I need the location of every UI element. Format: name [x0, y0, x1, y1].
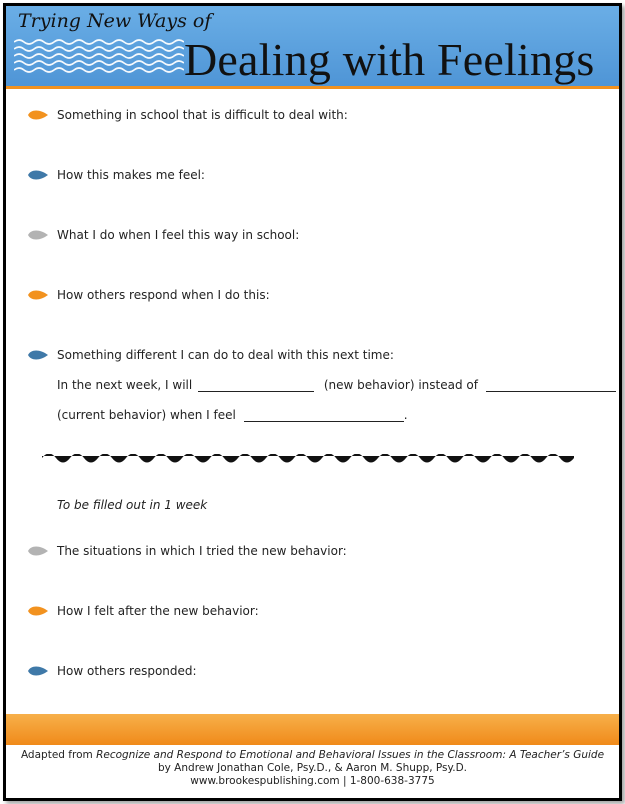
followup-label: The situations in which I tried the new behavior: [57, 544, 347, 558]
footer-authors: by Andrew Jonathan Cole, Psy.D., & Aaron M. Shupp, Psy.D. [157, 762, 468, 774]
teardrop-bullet-icon [28, 169, 48, 181]
plan-text: In the next week, I will [57, 378, 193, 392]
header-accent-line [6, 86, 619, 89]
teardrop-bullet-icon [28, 545, 48, 557]
plan-text: (current behavior) when I feel [57, 408, 236, 422]
footer-band [6, 714, 619, 745]
plan-line-1 [57, 378, 616, 392]
prompt-label: Something in school that is difficult to deal with: [57, 108, 348, 122]
header-band [6, 6, 619, 86]
footer-contact[interactable]: www.brookespublishing.com | 1-800-638-3775 [190, 775, 435, 787]
teardrop-bullet-icon [28, 109, 48, 121]
prompt-label: How others respond when I do this: [57, 288, 270, 302]
worksheet-page [3, 3, 622, 801]
instead-of-blank[interactable] [486, 380, 616, 392]
teardrop-bullet-icon [28, 349, 48, 361]
header-subtitle: Trying New Ways of [18, 10, 212, 32]
followup-label: How I felt after the new behavior: [57, 604, 259, 618]
teardrop-bullet-icon [28, 289, 48, 301]
teardrop-bullet-icon [28, 665, 48, 677]
teardrop-bullet-icon [28, 229, 48, 241]
teardrop-bullet-icon [28, 605, 48, 617]
plan-period: . [403, 408, 408, 422]
footer-prefix: Adapted from [20, 749, 97, 761]
when-i-feel-blank[interactable] [244, 410, 404, 422]
book-title: Recognize and Respond to Emotional and Behavioral Issues in the Classroom: A Teacher’s Guide [96, 749, 605, 761]
plan-line-2 [57, 408, 408, 422]
footer-line-1 [6, 749, 619, 762]
scalloped-divider [42, 454, 574, 468]
plan-text: (new behavior) instead of [323, 378, 478, 392]
prompt-label: How this makes me feel: [57, 168, 205, 182]
fill-later-note: To be filled out in 1 week [57, 498, 208, 512]
new-behavior-blank[interactable] [198, 380, 314, 392]
footer-credits [6, 749, 619, 788]
waves-decoration [14, 36, 184, 80]
prompt-label: What I do when I feel this way in school: [57, 228, 300, 242]
followup-label: How others responded: [57, 664, 197, 678]
prompt-label: Something different I can do to deal with this next time: [57, 348, 394, 362]
page-title: Dealing with Feelings [184, 34, 595, 85]
